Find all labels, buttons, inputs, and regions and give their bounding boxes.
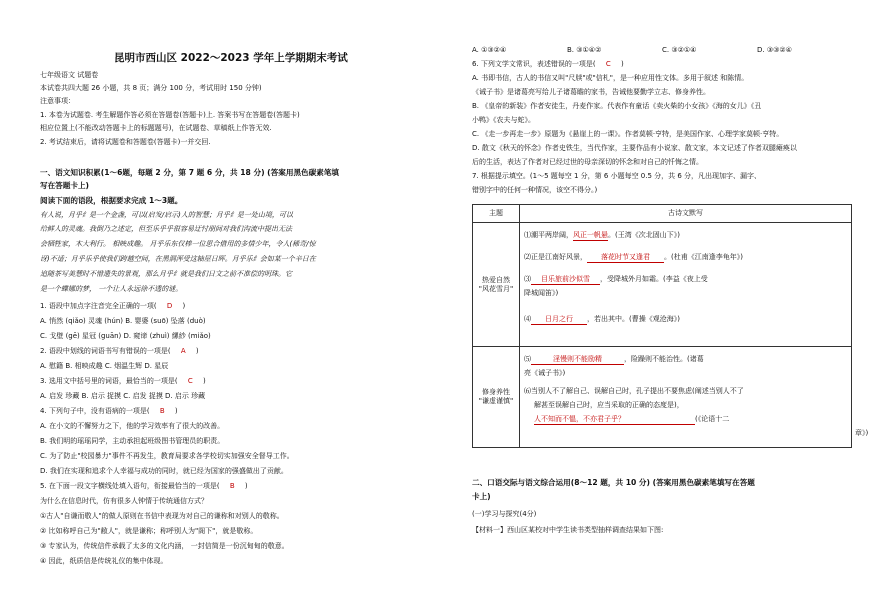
poem-line-5-cont: 亮《诫子书》) xyxy=(524,369,566,377)
nature-cell xyxy=(520,223,852,347)
exam-title: 昆明市西山区 2022～2023 学年上学期期末考试 xyxy=(114,52,348,64)
question-tail: ) xyxy=(182,302,186,310)
option-line: C. 为了防止"校园暴力"事件不再发生，教育局要求各学校切实加强安全督导工作。 xyxy=(40,452,294,460)
question-4 xyxy=(40,407,178,416)
sentence-line: ② 比如称呼自己为"敝人"，就是谦称；称呼别人为"阁下"，就是敬称。 xyxy=(40,527,258,535)
passage-line: 讶)不适；月乎乐乎使我们跨越空间，在黑洞浑受这轴屋日晖。月乎乐纟会如某一个辛日在 xyxy=(40,255,316,263)
material-1: 【材料一】西山区某校对中学生读书类型抽样调查结果如下图: xyxy=(472,526,664,534)
question-tail: ) xyxy=(195,347,199,355)
answer-blank: 人不知而不愠，不亦君子乎？ xyxy=(534,415,695,425)
question-text: 1. 语段中加点字注音完全正确的一项( xyxy=(40,302,157,310)
question-tail: ) xyxy=(621,60,624,68)
question-1 xyxy=(40,302,185,311)
question-text: 2. 语段中划线的词语书写有错误的一项是( xyxy=(40,347,171,355)
poem-line-3-cont: 降城闻笛》) xyxy=(524,289,559,297)
answer-blank: 落花时节又逢君 xyxy=(587,253,664,263)
poem-line-2: ⑵正是江南好风景， 落花时节又逢君 。(杜甫《江南逢李龟年》) xyxy=(524,253,743,261)
answer-blank: 风正一帆悬 xyxy=(573,231,608,239)
q7-line: 7. 根据提示填空。(1～5 题每空 1 分，第 6 小题每空 0.5 分，共 6 分，凡出现加字、漏字、 xyxy=(472,172,762,180)
option-line: B. 我们明的瑶瑶同学，主动承担起班级图书管理员的职责。 xyxy=(40,437,225,445)
q5-option-a: A. ①③②④ xyxy=(472,46,507,54)
poem-line-6-cont: 解甚至误解自己时，应当采取的正确的态度是)， xyxy=(534,401,684,409)
sentence-line: ①古人"自谦而敬人"的做人原则在书信中表现为对自己的谦称和对别人的敬称。 xyxy=(40,512,284,520)
question-text: 3. 选用文中括号里的词语，最恰当的一项是( xyxy=(40,377,178,385)
passage-line: 会牺牲家，木大利行。 相映成趣。 月乎乐东仅棒一位思合借用的多情少年，令人(稀奇/惊 xyxy=(40,240,316,248)
q5-option-d: D. ③③②④ xyxy=(757,46,792,54)
sentence-line: ④ 因此，纸质信是传统礼仪的集中体现。 xyxy=(40,557,168,565)
option-line: A. 慰籍 B. 相映成趣 C. 烟温生辉 D. 星辰 xyxy=(40,362,169,370)
modesty-cell xyxy=(520,347,869,448)
q6-line: D. 散文《秋天的怀念》作者史铁生，当代作家，主要作品有小说家、散文家，本文记述了作者双腿瘫痪以 xyxy=(472,144,797,152)
table-header-theme: 主题 xyxy=(473,205,520,223)
answer-mark: C xyxy=(187,377,193,385)
reading-intro: 阅读下面的语段，根据要求完成 1～3题。 xyxy=(40,196,183,205)
question-5 xyxy=(40,482,248,491)
poem-table xyxy=(472,204,869,448)
passage-line: 追随茶写美慧时不惜遗失的景观，那么月乎纟就是我们日文之前不准偿的明珠。它 xyxy=(40,270,292,278)
question-3 xyxy=(40,377,206,386)
q5-option-b: B. ③①④② xyxy=(567,46,602,54)
question-text: 4. 下列句子中，没有语病的一项是( xyxy=(40,407,150,415)
answer-mark: D xyxy=(166,302,173,310)
q6-line: 后的生活，表达了作者对已经过世的母亲深切的怀念和对自己的忏悔之情。 xyxy=(472,158,703,166)
q6-line: 小鸭》《农夫与蛇》。 xyxy=(472,116,535,124)
section1-heading: 一、语文知识积累(1～6题，每题 2 分，第 7 题 6 分，共 18 分) (答案用黑色碳素笔填 xyxy=(40,168,340,177)
poem-line-6-answer: 人不知而不愠，不亦君子乎？ (《论语十二 xyxy=(534,415,730,423)
question-5-stem: 为什么在信息时代，仿有很多人钟情于传统通信方式？ xyxy=(40,497,208,505)
notes-title: 注意事项： xyxy=(40,97,75,105)
option-line: A. 在小文的不懈努力之下，他的学习效率有了很大的改善。 xyxy=(40,422,225,430)
section1-heading-cont: 写在答题卡上) xyxy=(40,181,90,190)
passage-line: 是一个蝶娜的梦， 一个让人永远徐不透的谜。 xyxy=(40,285,183,293)
question-tail: ) xyxy=(203,377,206,385)
poem-line-4: ⑷ 日月之行 ，若出其中。(曹操《观沧海》) xyxy=(524,315,680,323)
theme-nature: 热爱自然 "风花雪月" xyxy=(473,223,520,347)
q7-line: 错别字中的任何一种情况，该空不得分。) xyxy=(472,186,598,194)
option-line: A. 启发 珍藏 B. 启示 捉摸 C. 启发 捉摸 D. 启示 珍藏 xyxy=(40,392,206,400)
intro-line: 本试卷共四大题 26 小题，共 8 页；满分 100 分，考试用时 150 分钟) xyxy=(40,84,262,92)
q6-line: A. 书即书信，古人的书信又叫"尺牍"或"信札"，是一种应用性文体。多用于叙述 和陈情。 xyxy=(472,74,749,82)
question-tail: ) xyxy=(244,482,248,490)
answer-blank: 淫慢则不能励精 xyxy=(531,355,624,365)
question-6 xyxy=(472,60,624,69)
option-line: A. 悄然 (qiǎo) 灵魂 (hún) B. 婴婆 (suō) 坠落 (duò) xyxy=(40,317,206,325)
option-line: D. 我们在实现和追求个人幸福与成功的同时，就已经为国家的强盛做出了贡献。 xyxy=(40,467,288,475)
option-line: C. 戈壁 (gē) 星冠 (guān) D. 窥谛 (zhuì) 縲紗 (miǎo) xyxy=(40,332,211,340)
passage-line: 有人说，月乎纟是一个金盏，可以(启发/启示)人的智慧；月乎纟是一处山境，可以 xyxy=(40,211,293,219)
sub-section-1: (一)学习与探究(4分) xyxy=(472,510,537,518)
answer-blank: 日月之行 xyxy=(531,315,587,325)
sentence-line: ③ 专家认为，传统信件承载了太多的文化内涵， 一封信简是一份沉甸甸的敬意。 xyxy=(40,542,289,550)
question-2 xyxy=(40,347,199,356)
question-text: 6. 下列文学文常识，表述错误的一项是( xyxy=(472,60,596,68)
poem-line-3: ⑶ 目乐旅前沙似雪 ，受降城外月如霜。(李益《夜上受 xyxy=(524,275,708,283)
section2-heading-cont: 卡上) xyxy=(472,492,491,501)
table-header-poem: 古诗文默写 xyxy=(520,205,852,223)
note-line: 相应位置上(不能改动答题卡上的标题题号)，在试题卷、草稿纸上作答无效. xyxy=(40,124,272,132)
note-line: 1. 本卷为试题卷. 考生解题作答必须在答题卷(答题卡)上. 答案书写在答题卷(答题卡) xyxy=(40,111,300,119)
q5-option-c: C. ③②①④ xyxy=(662,46,697,54)
subject-line: 七年级语文 试题卷 xyxy=(40,71,99,79)
answer-mark: B xyxy=(229,482,235,490)
question-tail: ) xyxy=(174,407,178,415)
note-line: 2. 考试结束后，请将试题卷和答题卷(答题卡)一并交回. xyxy=(40,138,211,146)
poem-line-5: ⑸ 淫慢则不能励精 ，险躁则不能治性。(诸葛 xyxy=(524,355,704,363)
question-text: 5. 在下面一段文字横线处填入语句，衔接最恰当的一项是( xyxy=(40,482,220,490)
answer-mark: C xyxy=(605,60,611,68)
answer-mark: B xyxy=(159,407,165,415)
section2-heading: 二、口语交际与语文综合运用(8～12 题，共 10 分) (答案用黑色碳素笔填写在答题 xyxy=(472,478,755,487)
q6-line: 《诫子书》是诸葛亮写给儿子诸葛瞻的家书，告诫他要勤学立志、修身养性。 xyxy=(472,88,710,96)
q6-line: B. 《皇帝的新装》作者安徒生，丹麦作家。代表作有童话《卖火柴的小女孩》《海的女儿》《丑 xyxy=(472,102,762,110)
answer-mark: A xyxy=(180,347,186,355)
answer-blank: 目乐旅前沙似雪 xyxy=(531,275,600,285)
theme-modesty: 修身养性 "谦虚谨慎" xyxy=(473,347,520,448)
poem-line-1: ⑴潮平两岸阔，风正一帆悬。(王湾《次北固山下》) xyxy=(524,231,680,239)
q6-line: C. 《走一步再走一步》原题为《悬崖上的一课》。作者莫顿·亨特，是美国作家、心理学家莫顿·亨特。 xyxy=(472,130,784,138)
passage-line: 给鲜人的灵魂。我倒乃之述定，但至乐乎乎很容易迂忖朋间对我们沟流中提出无法 xyxy=(40,225,292,233)
poem-line-6-source: 章》) xyxy=(855,429,869,437)
poem-line-6: ⑹当别人不了解自己、误解自己时，孔子提出不要焦虑(阐述当别人不了 xyxy=(524,387,744,395)
